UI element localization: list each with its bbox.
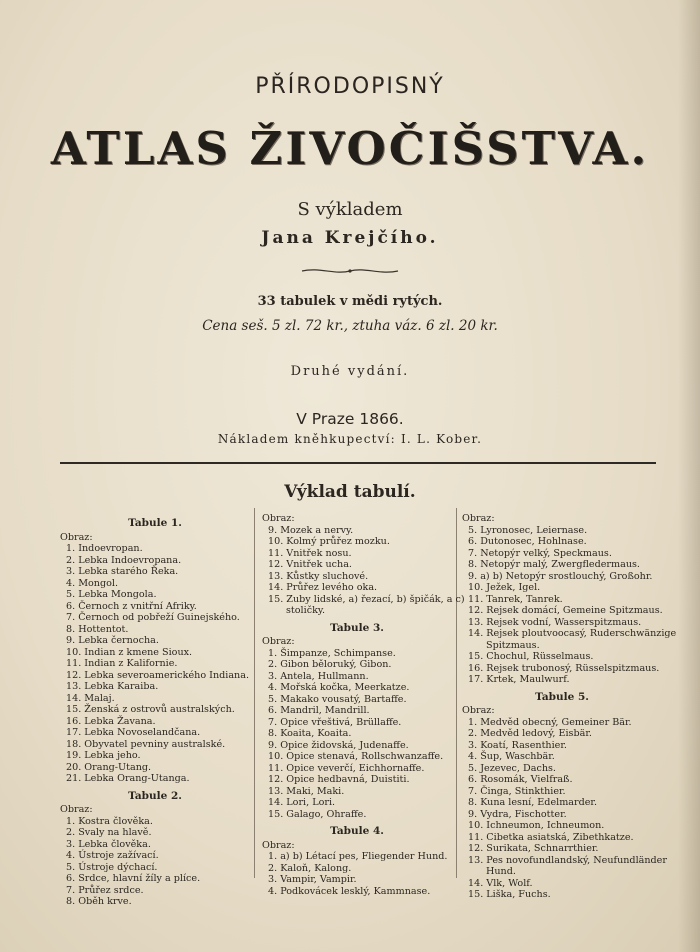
list-item: 13. Maki, Maki. xyxy=(268,785,345,797)
author: Jana Krejčího. xyxy=(261,228,439,248)
list-item: 10. Opice stenavá, Rollschwanzaffe. xyxy=(268,751,444,762)
list-item: 10. Ježek, Igel. xyxy=(468,582,541,593)
list-item: 2. Medvěd ledový, Eisbär. xyxy=(468,728,592,739)
list-item: 11. Cibetka asiatská, Zibethkatze. xyxy=(468,831,634,843)
list-item: 2. Kaloň, Kalong. xyxy=(268,862,352,874)
figure-label: Obraz: xyxy=(262,839,295,851)
list-item: 7. Průřez srdce. xyxy=(66,884,144,896)
list-item: 4. Šup, Waschbär. xyxy=(468,751,555,762)
list-item: 9. Opice židovská, Judenaffe. xyxy=(268,739,409,751)
list-item: 2. Lebka Indoevropana. xyxy=(66,554,182,566)
list-item: 3. Lebka starého Řeka. xyxy=(66,566,179,577)
list-item: 5. Lebka Mongola. xyxy=(66,589,157,600)
list-item: 3. Antela, Hullmann. xyxy=(268,670,369,682)
plate-heading: Tabule 3. xyxy=(330,621,384,634)
plate-heading: Tabule 2. xyxy=(128,789,182,802)
list-item: 2. Svaly na hlavě. xyxy=(66,827,152,838)
list-item: 6. Mandril, Mandrill. xyxy=(268,705,370,716)
list-item: 5. Jezevec, Dachs. xyxy=(468,762,556,774)
list-item: 3. Vampir, Vampir. xyxy=(268,874,357,885)
list-item: 4. Mořská kočka, Meerkatze. xyxy=(268,682,410,693)
plate-heading: Tabule 4. xyxy=(330,825,384,837)
list-item: 8. Koaita, Koaita. xyxy=(268,728,352,739)
list-item: 2. Gibon běloruký, Gibon. xyxy=(268,659,392,670)
figure-label: Obraz: xyxy=(262,636,295,647)
list-item: 7. Opice vřeštivá, Brüllaffe. xyxy=(268,716,402,728)
figure-label: Obraz: xyxy=(60,804,93,815)
column-divider xyxy=(254,508,255,878)
subtitle: S výkladem xyxy=(297,199,403,220)
list-item: 5. Makako vousatý, Bartaffe. xyxy=(268,693,407,705)
list-item: 8. Hottentot. xyxy=(66,623,129,635)
list-item: 13. Kůstky sluchové. xyxy=(268,570,369,582)
publisher: Nákladem kněhkupectví: I. L. Kober. xyxy=(217,432,483,446)
list-item: 11. Tanrek, Tanrek. xyxy=(468,593,563,605)
list-item: 9. Mozek a nervy. xyxy=(268,524,354,536)
list-item: 14. Malaj. xyxy=(66,692,115,704)
horizontal-rule xyxy=(60,462,656,464)
list-item: 20. Orang-Utang. xyxy=(66,761,152,773)
list-item: 10. Kolmý průřez mozku. xyxy=(268,536,390,547)
list-item: 11. Opice veverčí, Eichhornaffe. xyxy=(268,762,425,774)
list-item: 18. Obyvatel pevniny australské. xyxy=(66,738,226,750)
list-item: 4. Ústroje zažívací. xyxy=(66,850,159,861)
list-item: 6. Černoch z vnitřní Afriky. xyxy=(66,600,197,612)
list-item: 1. Indoevropan. xyxy=(66,543,143,554)
list-item: 1. Medvěd obecný, Gemeiner Bär. xyxy=(468,716,632,728)
list-item: 12. Lebka severoamerického Indiana. xyxy=(66,669,250,681)
list-item: 1. a) b) Létací pes, Fliegender Hund. xyxy=(268,851,448,862)
list-item: 9. Vydra, Fischotter. xyxy=(468,808,567,820)
list-item: 8. Netopýr malý, Zwergfledermaus. xyxy=(468,559,640,570)
section-title: Výklad tabulí. xyxy=(284,482,416,502)
title-main: ATLAS ŽIVOČIŠSTVA. xyxy=(50,122,650,175)
list-item: 14. Lori, Lori. xyxy=(268,797,336,808)
list-item: 16. Lebka Žavana. xyxy=(66,715,156,727)
list-item-continuation: Hund. xyxy=(486,866,516,877)
list-item: 4. Mongol. xyxy=(66,577,119,589)
list-item: 6. Rosomák, Vielfraß. xyxy=(468,774,573,785)
list-item: 17. Lebka Novoselandčana. xyxy=(66,727,201,738)
list-item: 4. Podkovácek lesklý, Kammnase. xyxy=(268,885,431,897)
plates-note: 33 tabulek v mědi rytých. xyxy=(257,294,443,309)
list-item: 6. Srdce, hlavní žíly a plíce. xyxy=(66,873,201,884)
list-item: 15. Galago, Ohraffe. xyxy=(268,808,367,820)
list-item: 11. Indian z Kalifornie. xyxy=(66,658,178,669)
price-note: Cena seš. 5 zl. 72 kr., ztuha váz. 6 zl. 20 kr. xyxy=(202,318,498,334)
list-item: 3. Lebka člověka. xyxy=(66,838,151,850)
figure-label: Obraz: xyxy=(262,513,295,524)
list-item: 13. Lebka Karaiba. xyxy=(66,681,159,692)
list-item: 5. Lyronosec, Leiernase. xyxy=(468,524,588,536)
list-item: 9. a) b) Netopýr srostlouchý, Großohr. xyxy=(468,570,653,582)
list-item: 13. Rejsek vodní, Wasserspitzmaus. xyxy=(468,616,642,628)
plate-heading: Tabule 5. xyxy=(535,690,589,703)
list-item: 7. Netopýr velký, Speckmaus. xyxy=(468,547,612,559)
column-1 xyxy=(60,512,250,908)
list-item: 14. Průřez levého oka. xyxy=(268,582,378,593)
imprint-place: V Praze 1866. xyxy=(296,410,404,428)
list-item: 12. Vnitřek ucha. xyxy=(268,559,352,570)
edition: Druhé vydání. xyxy=(290,364,410,379)
list-item: 15. Zuby lidské, a) řezací, b) špičák, a c) xyxy=(268,593,465,605)
list-item: 1. Kostra člověka. xyxy=(66,815,153,827)
list-item: 8. Kuna lesní, Edelmarder. xyxy=(468,797,597,808)
list-item: 15. Ženská z ostrovů australských. xyxy=(66,704,235,715)
figure-label: Obraz: xyxy=(60,531,93,543)
column-divider xyxy=(456,508,457,878)
list-item: 5. Ústroje dýchací. xyxy=(66,861,158,873)
list-item-continuation: stoličky. xyxy=(286,605,326,616)
list-item: 15. Chochul, Rüsselmaus. xyxy=(468,651,594,662)
column-2 xyxy=(262,512,465,897)
list-item-continuation: Spitzmaus. xyxy=(486,639,540,651)
ornament-divider xyxy=(300,266,400,276)
list-item: 9. Lebka černocha. xyxy=(66,635,159,646)
list-item: 3. Koatí, Rasenthier. xyxy=(468,739,567,751)
title-line-1: PŘÍRODOPISNÝ xyxy=(255,74,445,99)
list-item: 10. Indian z kmene Sioux. xyxy=(66,646,193,658)
list-item: 7. Činga, Stinkthier. xyxy=(468,785,566,797)
list-item: 1. Šimpanze, Schimpanse. xyxy=(268,647,396,659)
column-3 xyxy=(462,512,677,901)
plate-heading: Tabule 1. xyxy=(128,517,182,529)
list-item: 12. Opice hedbavná, Duistiti. xyxy=(268,774,410,785)
list-item: 11. Vnitřek nosu. xyxy=(268,547,352,559)
list-item: 21. Lebka Orang-Utanga. xyxy=(66,773,190,784)
list-item: 8. Oběh krve. xyxy=(66,896,132,907)
list-item: 17. Krtek, Maulwurf. xyxy=(468,674,570,685)
list-item: 19. Lebka jeho. xyxy=(66,750,141,761)
list-item: 7. Černoch od pobřeží Guinejského. xyxy=(66,612,240,623)
list-item: 13. Pes novofundlandský, Neufundländer xyxy=(468,854,667,866)
list-item: 6. Dutonosec, Hohlnase. xyxy=(468,536,587,547)
list-item: 15. Liška, Fuchs. xyxy=(468,889,551,900)
list-item: 10. Ichneumon, Ichneumon. xyxy=(468,820,605,831)
figure-label: Obraz: xyxy=(462,513,495,524)
list-item: 12. Rejsek domácí, Gemeine Spitzmaus. xyxy=(468,605,663,616)
list-item: 14. Rejsek ploutvoocasý, Ruderschwänzige xyxy=(468,628,677,639)
list-item: 16. Rejsek trubonosý, Rüsselspitzmaus. xyxy=(468,662,660,674)
list-item: 14. Vlk, Wolf. xyxy=(468,877,533,889)
figure-label: Obraz: xyxy=(462,705,495,716)
list-item: 12. Surikata, Schnarrthier. xyxy=(468,843,599,854)
